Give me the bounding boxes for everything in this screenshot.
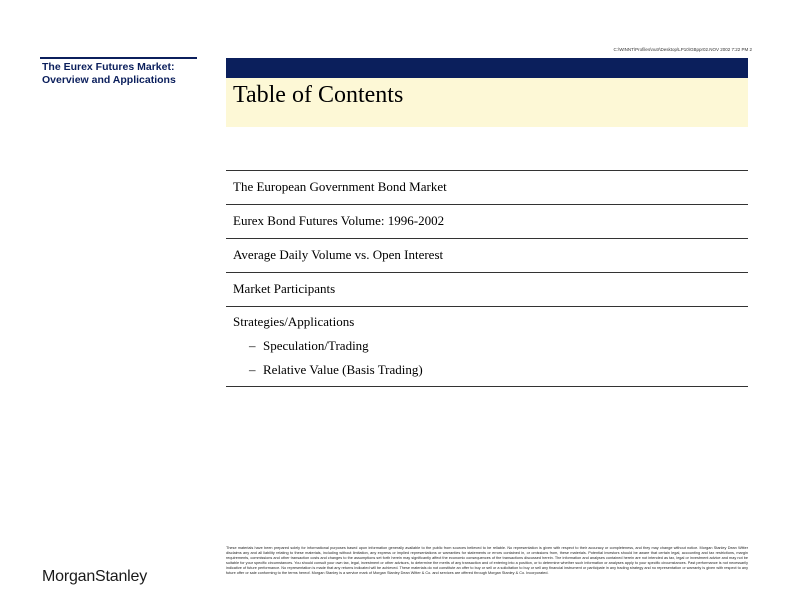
toc-item-average-daily-volume: Average Daily Volume vs. Open Interest (226, 239, 748, 273)
page-title: Table of Contents (233, 82, 404, 108)
toc-item-european-government-bond-market: The European Government Bond Market (226, 171, 748, 205)
toc-item-strategies-applications (226, 307, 748, 387)
toc-subitem-speculation-trading (233, 330, 748, 354)
presentation-title-line1: The Eurex Futures Market: (42, 61, 175, 73)
toc-item-market-participants: Market Participants (226, 273, 748, 307)
file-path-stamp: C:\WINNT\Profiles\nutr\Desktop\LP10\GBppr02.NOV 2002 7:22 PM 2 (613, 47, 752, 52)
toc-item-eurex-bond-futures-volume: Eurex Bond Futures Volume: 1996-2002 (226, 205, 748, 239)
toc-item-label: Strategies/Applications (233, 314, 355, 329)
dash-bullet: – (249, 362, 256, 377)
disclaimer-text: These materials have been prepared solely for informational purposes based upon information generally available to the public from sources believed to be reliable. No representation is given with respect to their accuracy or completeness, and they may change without notice. Morgan Stanley Dean Witter disclaims any and all liability relating to these materials, including without limitation, any express or implied representations or warranties for statements or errors contained in, or omissions from, these materials. Potential investors should be aware that certain legal, accounting and tax restrictions, margin requirements, commissions and other transaction costs and changes to the assumptions set forth herein may significantly affect the economic consequences of the transactions discussed herein. The information and analyses contained herein are not intended as tax, legal or investment advice and may not be suitable for your specific circumstances. You should consult your own tax, legal, investment or other advisors, to determine the merits of any transaction and of entering into a position, or to determine whether such information or analyses apply to your specific circumstances. Past performance is not necessarily indicative of future performance. No representation is made that any returns indicated will be achieved. These materials do not constitute an offer to buy or sell or a solicitation to buy or sell any financial instrument or participate in any trading strategy and no representation or warranty is given with respect to any future offer or sale conforming to the terms hereof. Morgan Stanley is a service mark of Morgan Stanley Dean Witter & Co. and services are offered through Morgan Stanley & Co. Incorporated. (226, 546, 748, 575)
dash-bullet: – (249, 338, 256, 353)
toc-subitem-relative-value (233, 354, 748, 378)
toc-subitem-label: Speculation/Trading (263, 338, 369, 353)
presentation-title (42, 61, 176, 87)
morgan-stanley-logo: MorganStanley (42, 568, 148, 585)
table-of-contents (226, 170, 748, 387)
sidebar-rule (40, 57, 197, 59)
presentation-title-line2: Overview and Applications (42, 74, 176, 86)
toc-subitem-label: Relative Value (Basis Trading) (263, 362, 423, 377)
title-bar (226, 58, 748, 78)
